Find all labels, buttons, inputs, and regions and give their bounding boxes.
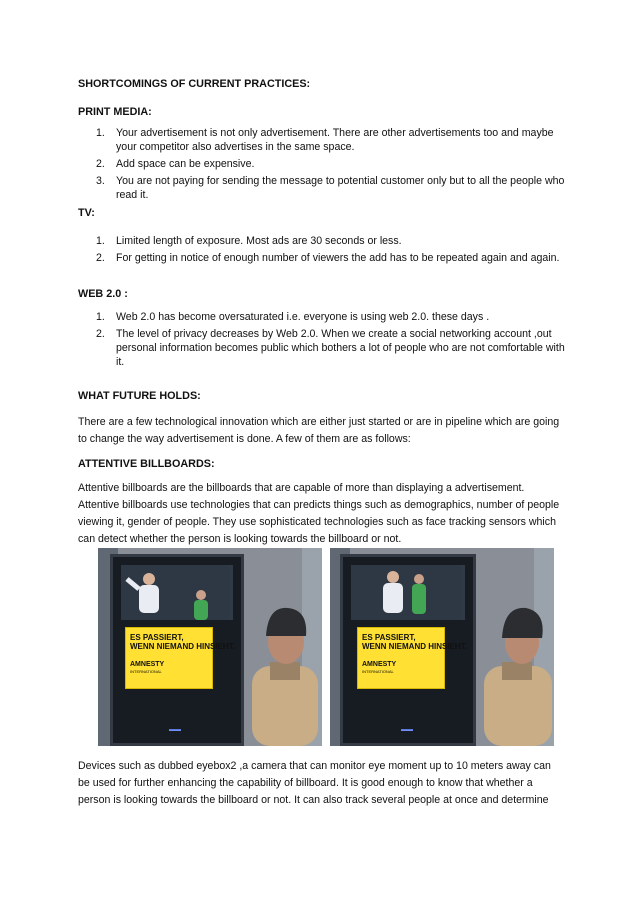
heading-tv: TV:: [78, 207, 95, 219]
list-number: 2.: [96, 158, 105, 170]
list-text: Your advertisement is not only advertisement. There are other advertisements too and maybe your competitor also advertises in the same space.: [116, 127, 554, 153]
poster-figures-image: [351, 565, 461, 620]
poster-headline-1: ES PASSIERT,: [362, 633, 416, 642]
billboard-kiosk: [110, 554, 244, 746]
heading-print-media: PRINT MEDIA:: [78, 106, 152, 118]
man-in-beanie-image: [482, 596, 554, 746]
billboard-kiosk: [340, 554, 476, 746]
future-paragraph: There are a few technological innovation which are either just started or are in pipeline which are going to change the way advertisement is done. A few of them are as follows:: [78, 416, 560, 445]
list-item: [96, 251, 566, 265]
list-item: [96, 327, 566, 369]
list-text: Add space can be expensive.: [116, 158, 255, 170]
poster-photo-area: [121, 565, 233, 620]
list-number: 1.: [96, 235, 105, 247]
poster-fine-print: [362, 651, 440, 656]
poster-headline-2: WENN NIEMAND HINSIEHT.: [362, 642, 467, 651]
kiosk-logo-icon: ▬▬: [169, 727, 181, 733]
list-number: 3.: [96, 175, 105, 187]
list-text: Web 2.0 has become oversaturated i.e. everyone is using web 2.0. these days .: [116, 311, 490, 323]
poster-headline-1: ES PASSIERT,: [130, 633, 184, 642]
list-item: [96, 174, 566, 202]
list-item: [96, 310, 566, 324]
list-item: [96, 126, 566, 154]
poster-fine-print: [130, 651, 208, 656]
poster-brand-2: INTERNATIONAL: [362, 669, 394, 674]
list-item: [96, 234, 566, 248]
list-text: Limited length of exposure. Most ads are 30 seconds or less.: [116, 235, 402, 247]
attentive-paragraph: Attentive billboards are the billboards that are capable of more than displaying a advertisement. Attentive billboards use technologies that can predicts things such as demographics, number of people viewing it, gender of people. They use sophisticated technologies such as face tracking sensors which can detect whether the person is looking towards the billboard or not.: [78, 482, 560, 545]
amnesty-poster: [357, 627, 467, 689]
list-number: 2.: [96, 328, 105, 340]
list-number: 1.: [96, 311, 105, 323]
heading-attentive-billboards: ATTENTIVE BILLBOARDS:: [78, 458, 215, 470]
heading-shortcomings: SHORTCOMINGS OF CURRENT PRACTICES:: [78, 78, 311, 90]
poster-brand-1: AMNESTY: [362, 661, 397, 668]
heading-future: WHAT FUTURE HOLDS:: [78, 390, 201, 402]
poster-brand-2: INTERNATIONAL: [130, 669, 162, 674]
man-in-beanie-image: [248, 596, 322, 746]
poster-figures-image: [121, 565, 229, 620]
list-text: The level of privacy decreases by Web 2.0. When we create a social networking account ,out personal information becomes public which bothers a lot of people who are not comfortable with it.: [116, 328, 565, 368]
kiosk-logo-icon: ▬▬: [401, 727, 413, 733]
list-number: 1.: [96, 127, 105, 139]
list-number: 2.: [96, 252, 105, 264]
billboard-photo-left: [98, 548, 322, 746]
poster-photo-area: [351, 565, 465, 620]
poster-brand-1: AMNESTY: [130, 661, 165, 668]
list-item: [96, 157, 566, 171]
list-text: For getting in notice of enough number of viewers the add has to be repeated again and again.: [116, 252, 560, 264]
tv-list: [96, 234, 566, 268]
heading-web: WEB 2.0 :: [78, 288, 128, 300]
list-text: You are not paying for sending the message to potential customer only but to all the people who read it.: [116, 175, 565, 201]
billboard-photos: [98, 548, 554, 746]
web-list: [96, 310, 566, 372]
poster-headline-2: WENN NIEMAND HINSIEHT.: [130, 642, 235, 651]
print-media-list: [96, 126, 566, 205]
devices-paragraph: Devices such as dubbed eyebox2 ,a camera that can monitor eye moment up to 10 meters away can be used for further enhancing the capability of billboard. It is good enough to know that whether a person is looking towards the billboard or not. It can also track several people at once and determine: [78, 760, 551, 806]
billboard-photo-right: [330, 548, 554, 746]
amnesty-poster: [125, 627, 235, 689]
